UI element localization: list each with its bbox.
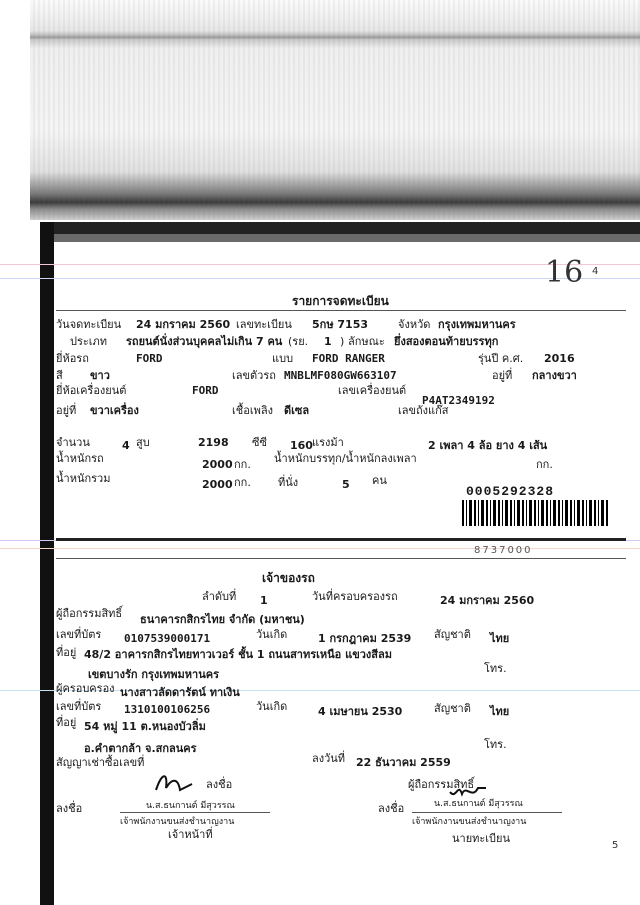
chassis-at: กลางขวา (532, 369, 577, 382)
weight-label: น้ำหนักรถ (56, 452, 104, 465)
characteristic: ยึ่งสองตอนท้ายบรรทุก (394, 335, 499, 348)
owner-label: ผู้ถือกรรมสิทธิ์ (56, 607, 123, 620)
type-code-close: ) (340, 335, 345, 348)
divider (56, 310, 626, 311)
holder-birth-label: วันเกิด (256, 700, 288, 713)
owner-address-line1: 48/2 อาคารกสิกรไทยทาวเวอร์ ชั้น 1 ถนนสาทรเหนือ แขวงสีลม (84, 648, 392, 661)
owner-birth: 1 กรกฎาคม 2539 (318, 632, 412, 645)
gross-weight-label: น้ำหนักรวม (56, 472, 111, 485)
holder-birth: 4 เมษายน 2530 (318, 705, 403, 718)
officer-signature (152, 770, 196, 796)
sign-label-right: ลงชื่อ (378, 802, 405, 815)
engine-at-label: อยู่ที่ (56, 404, 77, 417)
officer-sign-label: ลงชื่อ (206, 778, 233, 791)
model: FORD RANGER (312, 352, 385, 365)
model-label: แบบ (272, 352, 294, 365)
holder-address-label: ที่อยู่ (56, 716, 77, 729)
holder-address-line1: 54 หมู่ 11 ต.หนองบัวลิ่ม (84, 720, 206, 733)
barcode (462, 500, 610, 526)
weight-unit: กก. (234, 458, 251, 471)
engine-brand: FORD (192, 384, 219, 397)
owner-nationality: ไทย (490, 632, 510, 645)
displacement: 2198 (198, 436, 229, 449)
owner-signature-label: ผู้ถือกรรมสิทธิ์ (408, 778, 475, 791)
chassis-at-label: อยู่ที่ (492, 369, 513, 382)
dated-label: ลงวันที่ (312, 752, 346, 765)
fuel: ดีเซล (284, 404, 310, 417)
year-label: รุ่นปี ค.ศ. (478, 352, 524, 365)
seats: 5 (342, 478, 350, 491)
divider (56, 558, 626, 559)
owner-address-line2: เขตบางรัก กรุงเทพมหานคร (88, 668, 220, 681)
handwritten-number: 16 (545, 255, 584, 290)
page-number-bottom: 5 (612, 840, 619, 851)
officer-position-right: เจ้าพนักงานขนส่งชำนาญงาน (412, 817, 527, 827)
load-label: น้ำหนักบรรทุก/น้ำหนักลงเพลา (274, 452, 417, 465)
sign-label-left: ลงชื่อ (56, 802, 83, 815)
gas-tank-label: เลขถังแก๊ส (398, 404, 449, 417)
holder-address-line2: อ.คำตากล้า จ.สกลนคร (84, 742, 197, 755)
reg-date: 24 มกราคม 2560 (136, 318, 231, 331)
holder-nationality-label: สัญชาติ (434, 702, 471, 715)
reg-no-label: เลขทะเบียน (236, 318, 292, 331)
horsepower: 160 (290, 439, 313, 452)
characteristic-label: ลักษณะ (348, 335, 385, 348)
owner-id-label: เลขที่บัตร (56, 628, 102, 641)
hp-label: แรงม้า (312, 436, 344, 449)
bore-label: สูบ (136, 436, 150, 449)
gross-weight: 2000 (202, 478, 233, 491)
owner-address-label: ที่อยู่ (56, 646, 77, 659)
section-divider (56, 538, 626, 541)
holder-nationality: ไทย (490, 705, 510, 718)
model-year: 2016 (544, 352, 575, 365)
axles-wheels: 2 เพลา 4 ล้อ ยาง 4 เส้น (428, 439, 548, 452)
color-label: สี (56, 369, 63, 382)
signature-line-left (120, 812, 270, 813)
possess-date: 24 มกราคม 2560 (440, 594, 535, 607)
weight: 2000 (202, 458, 233, 471)
load-unit: กก. (536, 458, 553, 471)
reg-date-label: วันจดทะเบียน (56, 318, 122, 331)
signature-line-right (412, 812, 562, 813)
officer-title-right: นายทะเบียน (452, 832, 511, 845)
officer-position-left: เจ้าพนักงานขนส่งชำนาญงาน (120, 817, 235, 827)
owner-tel-label: โทร. (484, 662, 507, 675)
officer-name-right: น.ส.ธนกานต์ มีสุวรรณ (434, 799, 523, 809)
chassis-label: เลขตัวรถ (232, 369, 276, 382)
scan-frame-top (40, 222, 640, 234)
order-number: 1 (260, 594, 268, 607)
scan-frame-left (40, 222, 54, 905)
holder-name: นางสาวลัดดารัตน์ ทาเงิน (120, 686, 240, 699)
holder-id-label: เลขที่บัตร (56, 700, 102, 713)
registration-document (56, 242, 619, 882)
holder-label: ผู้ครอบครอง (56, 682, 115, 695)
brand-label: ยี่ห้อรถ (56, 352, 89, 365)
reg-no: 5กษ 7153 (312, 318, 369, 331)
cylinders: 4 (122, 439, 130, 452)
engine-brand-label: ยี่ห้อเครื่องยนต์ (56, 384, 127, 397)
seats-unit: คน (372, 474, 387, 487)
possess-date-label: วันที่ครอบครองรถ (312, 590, 398, 603)
province: กรุงเทพมหานคร (438, 318, 516, 331)
gross-unit: กก. (234, 476, 251, 489)
province-label: จังหวัด (398, 318, 431, 331)
partial-code: 8737000 (474, 545, 533, 556)
engine-number: P4AT2349192 (422, 394, 495, 407)
cc-label: ซีซี (252, 436, 267, 449)
scan-frame-top-shadow (54, 234, 640, 242)
type-code: 1 (324, 335, 332, 348)
order-label: ลำดับที่ (202, 590, 237, 603)
holder-tel-label: โทร. (484, 738, 507, 751)
page-title: รายการจดทะเบียน (292, 294, 389, 308)
officer-title-left: เจ้าหน้าที่ (168, 828, 213, 841)
fuel-label: เชื้อเพลิง (232, 404, 273, 417)
type-label: ประเภท (70, 335, 108, 348)
holder-id: 1310100106256 (124, 703, 211, 716)
chassis-number: MNBLMF080GW663107 (284, 369, 397, 382)
owner-name: ธนาคารกสิกรไทย จำกัด (มหาชน) (140, 613, 305, 626)
owner-id: 0107539000171 (124, 632, 211, 645)
contract-date: 22 ธันวาคม 2559 (356, 756, 451, 769)
vehicle-type: รถยนต์นั่งส่วนบุคคลไม่เกิน 7 คน (126, 335, 283, 348)
owner-birth-label: วันเกิด (256, 628, 288, 641)
cylinders-label: จำนวน (56, 436, 90, 449)
brand: FORD (136, 352, 163, 365)
nationality-label: สัญชาติ (434, 628, 471, 641)
photocopy-header-shading (30, 0, 640, 220)
type-code-label: (รย. (288, 335, 309, 348)
page-number-top: 4 (592, 266, 599, 277)
color: ขาว (90, 369, 110, 382)
engine-no-label: เลขเครื่องยนต์ (338, 384, 407, 397)
owner-section-title: เจ้าของรถ (262, 571, 315, 585)
engine-at: ขวาเครื่อง (90, 404, 139, 417)
document-serial-number: 0005292328 (466, 484, 555, 499)
contract-label: สัญญาเช่าซื้อเลขที่ (56, 756, 145, 769)
officer-name-left: น.ส.ธนกานต์ มีสุวรรณ (146, 801, 235, 811)
seats-label: ที่นั่ง (278, 476, 299, 489)
